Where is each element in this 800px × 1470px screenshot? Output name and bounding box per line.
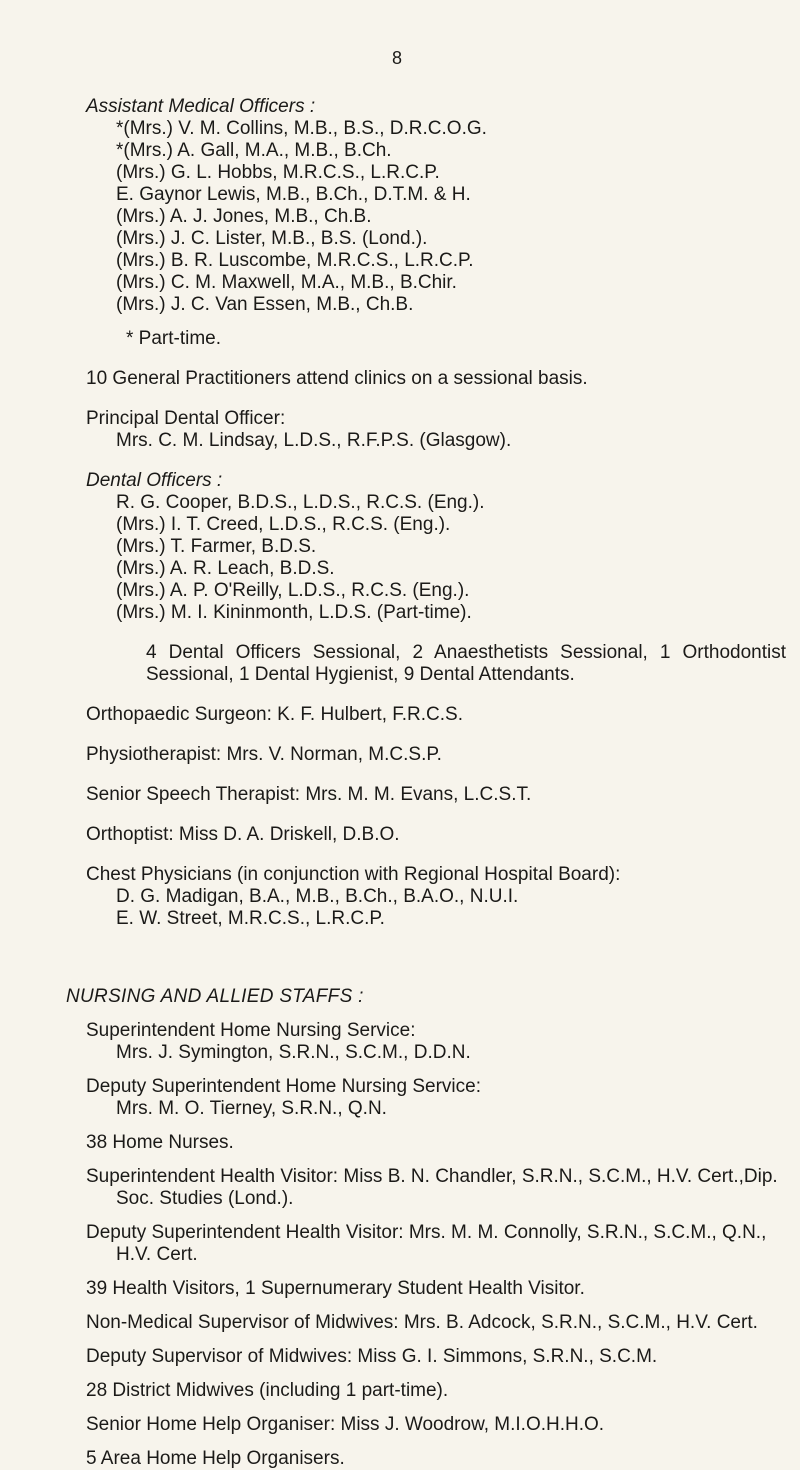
dental-officer-entry: (Mrs.) M. I. Kininmonth, L.D.S. (Part-time). bbox=[116, 602, 472, 623]
amo-entry: *(Mrs.) V. M. Collins, M.B., B.S., D.R.C.O.G. bbox=[116, 118, 487, 139]
deputy-superintendent-health-visitor: Deputy Superintendent Health Visitor: Mrs. M. M. Connolly, S.R.N., S.C.M., Q.N., H.V. Cert. bbox=[86, 1222, 767, 1265]
amo-entry: (Mrs.) G. L. Hobbs, M.R.C.S., L.R.C.P. bbox=[116, 162, 440, 183]
area-home-help-organisers: 5 Area Home Help Organisers. bbox=[86, 1448, 345, 1469]
dental-sessional-note: 4 Dental Officers Sessional, 2 Anaesthetists Sessional, 1 Orthodontist Sessional, 1 Dental Hygienist, 9 Dental Attendants. bbox=[146, 642, 786, 685]
principal-dental-officer-heading: Principal Dental Officer: bbox=[86, 408, 286, 429]
amo-entry: (Mrs.) J. C. Van Essen, M.B., Ch.B. bbox=[116, 294, 414, 315]
assistant-medical-officers-heading: Assistant Medical Officers : bbox=[86, 96, 316, 117]
dental-officer-entry: (Mrs.) T. Farmer, B.D.S. bbox=[116, 536, 317, 557]
deputy-superintendent-home-nursing-title: Deputy Superintendent Home Nursing Service: bbox=[86, 1076, 481, 1097]
dental-officer-entry: R. G. Cooper, B.D.S., L.D.S., R.C.S. (Eng.). bbox=[116, 492, 485, 513]
amo-entry: (Mrs.) C. M. Maxwell, M.A., M.B., B.Chir. bbox=[116, 272, 457, 293]
amo-entry: (Mrs.) B. R. Luscombe, M.R.C.S., L.R.C.P. bbox=[116, 250, 474, 271]
chest-physician-entry: D. G. Madigan, B.A., M.B., B.Ch., B.A.O., N.U.I. bbox=[116, 886, 519, 907]
nursing-heading: NURSING AND ALLIED STAFFS : bbox=[66, 986, 364, 1007]
general-practitioners-note: 10 General Practitioners attend clinics on a sessional basis. bbox=[86, 368, 588, 389]
orthoptist: Orthoptist: Miss D. A. Driskell, D.B.O. bbox=[86, 824, 400, 845]
orthopaedic-surgeon: Orthopaedic Surgeon: K. F. Hulbert, F.R.C.S. bbox=[86, 704, 464, 725]
chest-physician-entry: E. W. Street, M.R.C.S., L.R.C.P. bbox=[116, 908, 385, 929]
page-number: 8 bbox=[392, 48, 403, 68]
senior-speech-therapist: Senior Speech Therapist: Mrs. M. M. Evans, L.C.S.T. bbox=[86, 784, 532, 805]
district-midwives-count: 28 District Midwives (including 1 part-time). bbox=[86, 1380, 449, 1401]
senior-home-help-organiser: Senior Home Help Organiser: Miss J. Woodrow, M.I.O.H.H.O. bbox=[86, 1414, 605, 1435]
amo-entry: *(Mrs.) A. Gall, M.A., M.B., B.Ch. bbox=[116, 140, 392, 161]
deputy-superintendent-home-nursing-name: Mrs. M. O. Tierney, S.R.N., Q.N. bbox=[116, 1098, 387, 1119]
physiotherapist: Physiotherapist: Mrs. V. Norman, M.C.S.P. bbox=[86, 744, 442, 765]
health-visitors-count: 39 Health Visitors, 1 Supernumerary Student Health Visitor. bbox=[86, 1278, 585, 1299]
dental-officer-entry: (Mrs.) A. R. Leach, B.D.S. bbox=[116, 558, 335, 579]
superintendent-home-nursing-name: Mrs. J. Symington, S.R.N., S.C.M., D.D.N. bbox=[116, 1042, 471, 1063]
superintendent-health-visitor: Superintendent Health Visitor: Miss B. N. Chandler, S.R.N., S.C.M., H.V. Cert.,Dip. Soc. Studies (Lond.). bbox=[86, 1166, 778, 1209]
amo-entry: E. Gaynor Lewis, M.B., B.Ch., D.T.M. & H. bbox=[116, 184, 471, 205]
amo-entry: (Mrs.) A. J. Jones, M.B., Ch.B. bbox=[116, 206, 372, 227]
principal-dental-officer-name: Mrs. C. M. Lindsay, L.D.S., R.F.P.S. (Glasgow). bbox=[116, 430, 512, 451]
part-time-footnote: * Part-time. bbox=[126, 328, 222, 349]
document-body bbox=[66, 96, 786, 1470]
non-medical-supervisor-midwives: Non-Medical Supervisor of Midwives: Mrs. B. Adcock, S.R.N., S.C.M., H.V. Cert. bbox=[86, 1312, 758, 1333]
dental-officer-entry: (Mrs.) A. P. O'Reilly, L.D.S., R.C.S. (Eng.). bbox=[116, 580, 470, 601]
deputy-supervisor-midwives: Deputy Supervisor of Midwives: Miss G. I. Simmons, S.R.N., S.C.M. bbox=[86, 1346, 658, 1367]
dental-officers-heading: Dental Officers : bbox=[86, 470, 223, 491]
superintendent-home-nursing-title: Superintendent Home Nursing Service: bbox=[86, 1020, 416, 1041]
chest-physicians-heading: Chest Physicians (in conjunction with Regional Hospital Board): bbox=[86, 864, 621, 885]
amo-entry: (Mrs.) J. C. Lister, M.B., B.S. (Lond.). bbox=[116, 228, 428, 249]
home-nurses-count: 38 Home Nurses. bbox=[86, 1132, 234, 1153]
dental-officer-entry: (Mrs.) I. T. Creed, L.D.S., R.C.S. (Eng.). bbox=[116, 514, 451, 535]
